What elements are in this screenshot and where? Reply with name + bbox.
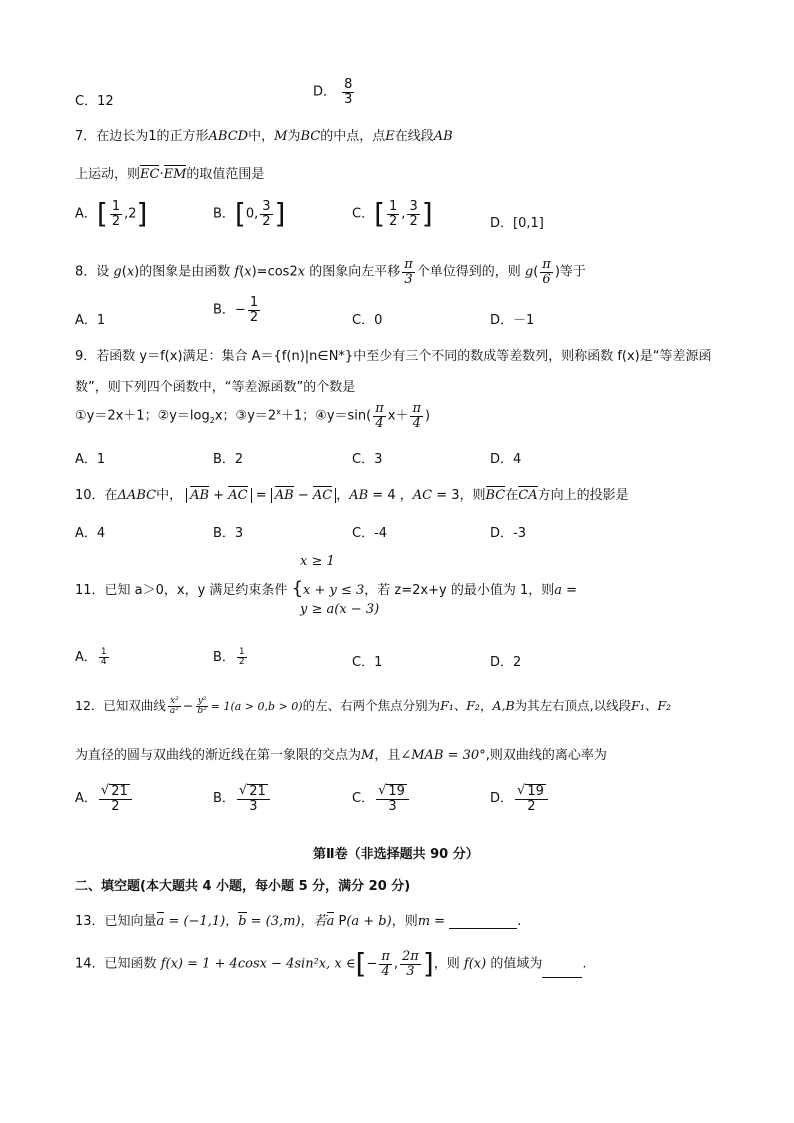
q11-option-c: C．1 [352,655,383,670]
q9-option-d: D．4 [490,452,522,467]
q12-stem-line2: 为直径的圆与双曲线的渐近线在第一象限的交点为M，且∠MAB = 30°,则双曲线的离心率为 [75,748,607,763]
section-title: 第Ⅱ卷（非选择题共 90 分） [313,847,479,862]
section-heading: 二、填空题(本大题共 4 小题，每小题 5 分，满分 20 分) [75,879,411,894]
q7-option-b: B．[0, $\frac{3}{2}$ ] [213,197,286,231]
answer-blank[interactable] [449,928,517,929]
vector-ec: EC [140,167,160,182]
q11-stem: 11．已知 a＞0，x，y 满足约束条件 {x + y ≤ 3，若 z=2x+y 的最小值为 1，则a = [75,578,578,599]
q12-option-b: B． √ 21 3 [213,784,272,813]
q8-option-d: D．－1 [490,313,535,328]
q7-option-d: D．[0,1] [490,216,544,231]
q10-option-b: B．3 [213,526,244,541]
q6-option-d [313,78,356,106]
q11-constraint-1: x ≥ 1 [300,554,335,569]
q8-option-b: B．− $\frac{1}{2}$ [213,295,259,325]
q9-stem-line2: 数”，则下列四个函数中，“等差源函数”的个数是 [75,380,356,395]
answer-blank[interactable] [542,977,582,978]
q12-stem-line1: 12．已知双曲线 $\frac{\text{x²}}{\text{a²}}$ − $\frac{\text{y²}}{\text{b²}}$ = 1(a > 0,b > 0)的左、右两个焦点分别为F₁、F₂，A,B为其左右顶点,以线段F₁、F₂ [75,695,672,716]
q9-option-a: A．1 [75,452,106,467]
q9-option-c: C．3 [352,452,383,467]
q11-option-d: D．2 [490,655,522,670]
q8-option-a: A．1 [75,313,106,328]
q6-option-c: C．12 [75,94,114,109]
q12-option-d: D． √ 19 2 [490,784,550,813]
q11-constraint-3: y ≥ a(x − 3) [300,602,380,617]
q9-stem-line1: 9．若函数 y＝f(x)满足：集合 A＝{f(n)|n∈N*}中至少有三个不同的数成等差数列，则称函数 f(x)是“等差源函 [75,349,712,364]
q10-option-d: D．-3 [490,526,526,541]
fraction: $\frac{8}{3}$ [344,77,353,107]
vector-em: EM [163,167,187,182]
option-label: D． [313,84,337,100]
q10-option-a: A．4 [75,526,106,541]
q9-functions: ①y＝2x＋1；$②y=\log_2x$；$③y=2^x+1$；④y＝sin( $\frac{\pi}{4}$ x＋ $\frac{\pi}{4}$ ) [75,401,431,431]
q13-stem: 13．已知向量a = (−1,1)，b = (3,m)，若a P(a + b)，则m = . [75,914,522,929]
q8-option-c: C．0 [352,313,383,328]
q10-option-c: C．-4 [352,526,388,541]
q11-option-a: A． $\frac{1}{4}$ [75,646,107,667]
q9-option-b: B．2 [213,452,244,467]
q12-option-c: C． √ 19 3 [352,784,411,813]
q7-option-a: A．[ $\frac{1}{2}$ ,2] [75,197,148,231]
q7-option-c: C．[ $\frac{1}{2}$ , $\frac{3}{2}$ ] [352,197,433,231]
q7-stem-line1: 7．在边长为1的正方形ABCD中，M为BC的中点，点E在线段AB [75,129,453,144]
q7-stem-line2: 上运动，则EC·EM的取值范围是 [75,167,265,182]
q10-stem: 10．在ΔABC中， AB + AC = AB − AC ，AB = 4 ，AC = 3，则BC在CA方向上的投影是 [75,488,629,503]
q12-option-a: A． √ 21 2 [75,784,134,813]
q8-stem: 8．设 g(x)的图象是由函数 f(x)=cos2x 的图象向左平移 $\frac{\pi}{3}$ 个单位得到的，则 g( $\frac{\pi}{6}$ )等于 [75,257,586,287]
q14-stem: 14．已知函数 f(x) = 1 + 4cosx − 4sin²x, x ∈[− $\frac{\pi}{4}$ , $\frac{2\pi}{3}$ ]，则 f(x) 的值域为 . [75,947,587,981]
q11-option-b: B． $\frac{1}{2}$ [213,646,245,667]
